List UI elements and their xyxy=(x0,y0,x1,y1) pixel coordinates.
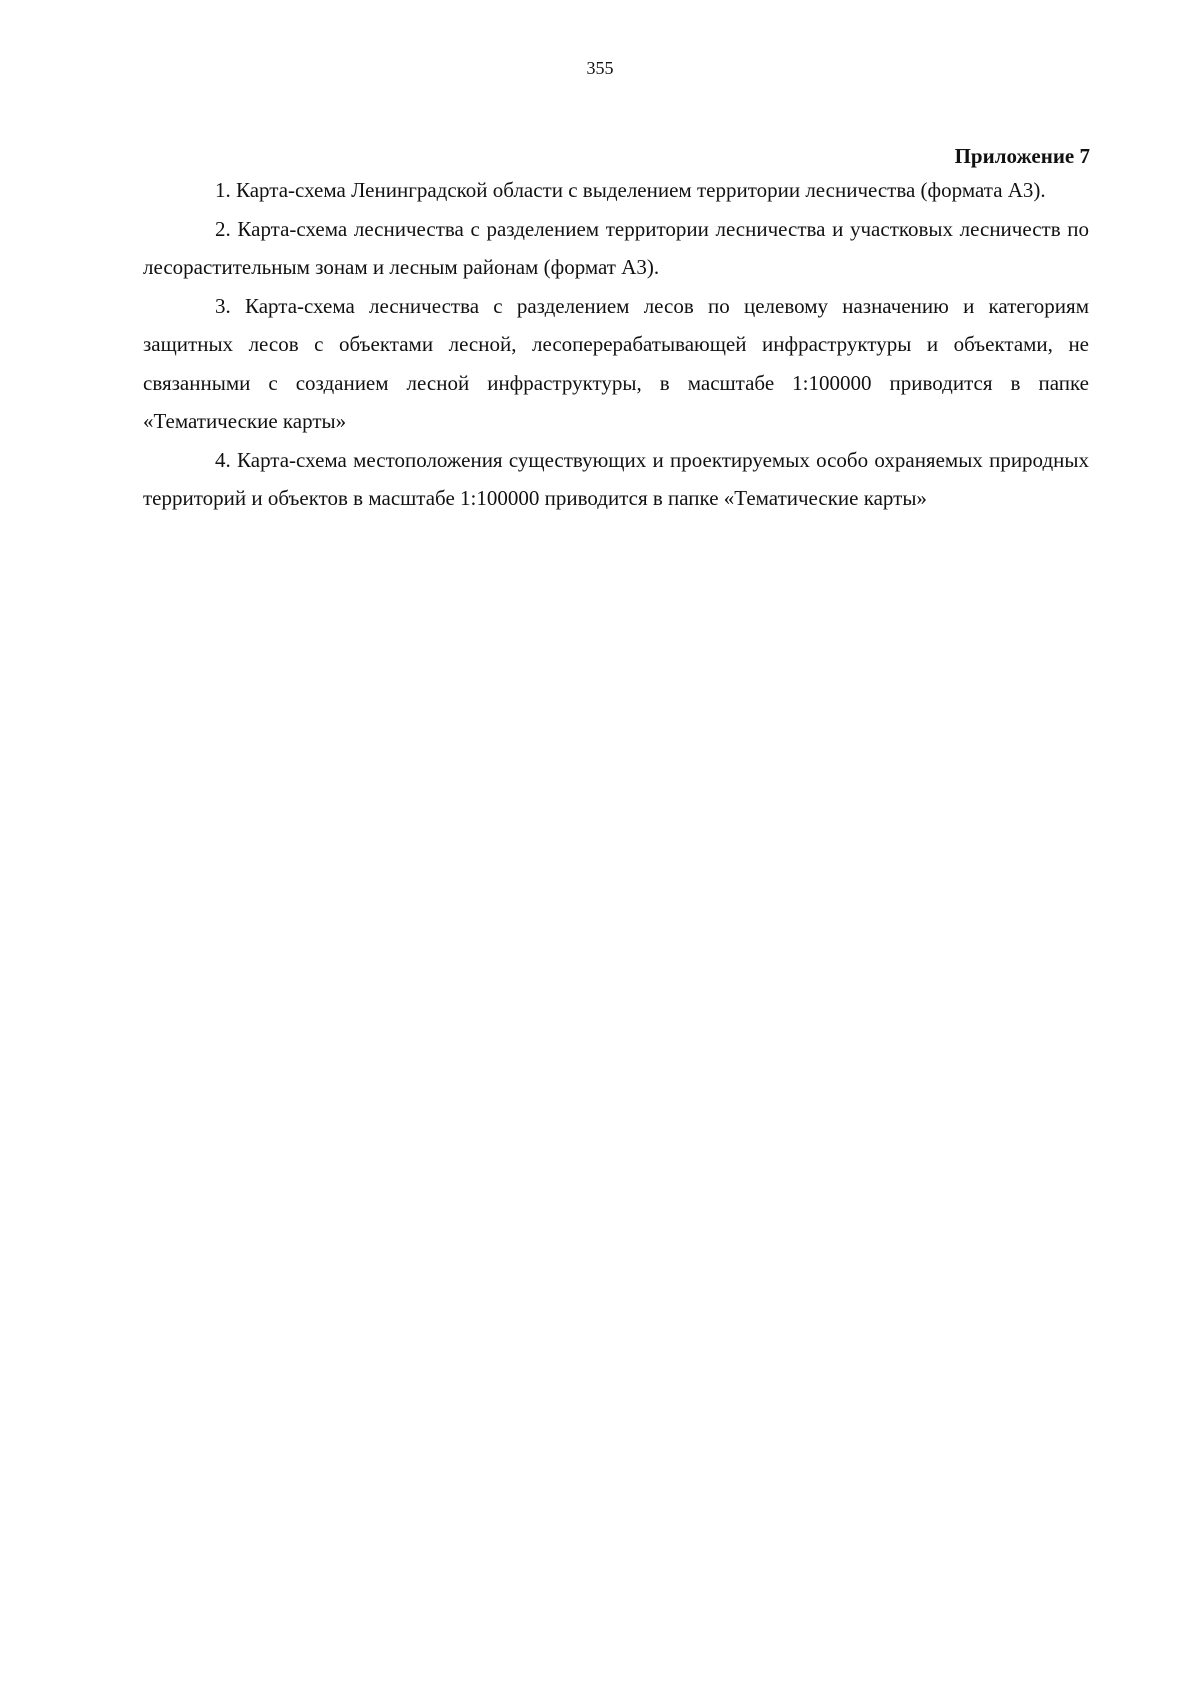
page-number: 355 xyxy=(586,58,614,78)
paragraph-4: 4. Карта-схема местоположения существующих и проектируемых особо охраняемых природных территорий и объектов в масштабе 1:100000 приводится в папке «Тематические карты» xyxy=(143,447,1089,510)
appendix-title: Приложение 7 xyxy=(954,144,1090,168)
paragraph-1: 1. Карта-схема Ленинградской области с выделением территории лесничества (формата А3). xyxy=(215,178,1046,202)
document-body xyxy=(143,171,1089,518)
paragraph-2: 2. Карта-схема лесничества с разделением территории лесничества и участковых лесничеств по лесорастительным зонам и лесным районам (формат А3). xyxy=(143,216,1089,279)
paragraph-3: 3. Карта-схема лесничества с разделением лесов по целевому назначению и категориям защитных лесов с объектами лесной, лесоперерабатывающей инфраструктуры и объектами, не связанными с созданием лесной инфраструктуры, в масштабе 1:100000 приводится в папке «Тематические карты» xyxy=(143,293,1089,433)
